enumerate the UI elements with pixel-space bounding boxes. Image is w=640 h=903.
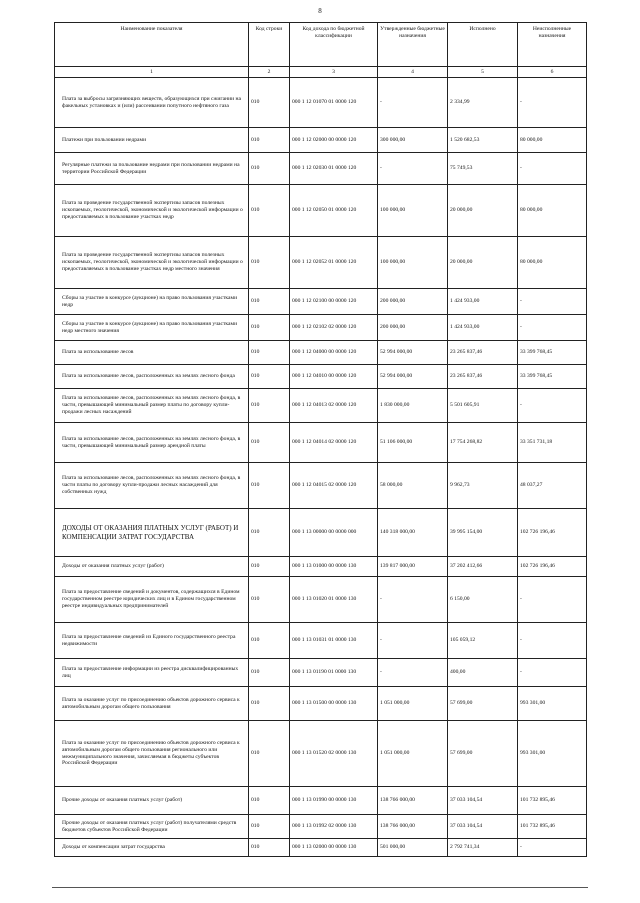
- row-unexecuted: 102 726 196,46: [518, 557, 587, 577]
- row-executed: 20 000,00: [448, 185, 518, 237]
- table-row: [55, 787, 587, 815]
- row-unexecuted: -: [518, 389, 587, 423]
- row-executed: 39 995 154,00: [448, 509, 518, 557]
- row-name: Плата за оказание услуг по присоединению объектов дорожного сервиса к автомобильным дорогам общего пользования регионального или межмуниципального значения, зачисляемая в бюджеты субъектов Российской Федерации: [55, 721, 249, 787]
- row-executed: 6 150,00: [448, 577, 518, 623]
- row-unexecuted: 101 732 895,46: [518, 787, 587, 815]
- row-budget-code: 000 1 12 01070 01 0000 120: [290, 78, 378, 128]
- row-budget-code: 000 1 13 01000 00 0000 130: [290, 557, 378, 577]
- row-budget-code: 000 1 13 00000 00 0000 000: [290, 509, 378, 557]
- row-budget-code: 000 1 13 02000 00 0000 130: [290, 839, 378, 857]
- row-executed: 1 424 933,00: [448, 289, 518, 315]
- row-name: Плата за использование лесов, расположенных на землях лесного фонда, в части, превышающей минимальный размер платы по договору купли-продажи лесных насаждений: [55, 389, 249, 423]
- table-row: [55, 509, 587, 557]
- row-approved: -: [378, 577, 448, 623]
- row-approved: 139 817 000,00: [378, 557, 448, 577]
- row-line-code: 010: [249, 577, 290, 623]
- row-executed: 57 699,00: [448, 721, 518, 787]
- row-approved: -: [378, 78, 448, 128]
- table-row: [55, 687, 587, 721]
- row-name: Сборы за участие в конкурсе (аукционе) на право пользования участками недр местного значения: [55, 315, 249, 341]
- row-executed: 37 033 104,54: [448, 815, 518, 839]
- column-index: 3: [290, 67, 378, 78]
- row-approved: 140 318 000,00: [378, 509, 448, 557]
- row-line-code: 010: [249, 687, 290, 721]
- row-budget-code: 000 1 13 01031 01 0000 130: [290, 623, 378, 659]
- row-executed: 23 265 837,46: [448, 365, 518, 389]
- table-row: [55, 128, 587, 153]
- row-executed: 37 033 104,54: [448, 787, 518, 815]
- row-unexecuted: -: [518, 153, 587, 185]
- row-name: Плата за оказание услуг по присоединению объектов дорожного сервиса к автомобильным дорогам общего пользования: [55, 687, 249, 721]
- row-unexecuted: -: [518, 623, 587, 659]
- row-approved: 138 766 000,00: [378, 787, 448, 815]
- row-unexecuted: 102 726 196,46: [518, 509, 587, 557]
- row-budget-code: 000 1 13 01992 02 0000 130: [290, 815, 378, 839]
- row-unexecuted: 993 301,00: [518, 721, 587, 787]
- row-line-code: 010: [249, 78, 290, 128]
- table-row: [55, 365, 587, 389]
- row-executed: 105 059,12: [448, 623, 518, 659]
- row-budget-code: 000 1 12 02052 01 0000 120: [290, 237, 378, 289]
- row-executed: 9 962,73: [448, 463, 518, 509]
- row-line-code: 010: [249, 315, 290, 341]
- table-row: [55, 659, 587, 687]
- row-line-code: 010: [249, 423, 290, 463]
- table-row: [55, 623, 587, 659]
- row-executed: 2 792 741,34: [448, 839, 518, 857]
- row-approved: 138 766 000,00: [378, 815, 448, 839]
- row-approved: 52 994 000,00: [378, 341, 448, 365]
- row-approved: -: [378, 623, 448, 659]
- row-budget-code: 000 1 12 02030 01 0000 120: [290, 153, 378, 185]
- row-name: Плата за выбросы загрязняющих веществ, образующихся при сжигании на факельных установках и (или) рассеивании попутного нефтяного газа: [55, 78, 249, 128]
- table-row: [55, 153, 587, 185]
- row-unexecuted: 33 351 731,18: [518, 423, 587, 463]
- row-approved: 100 000,00: [378, 237, 448, 289]
- row-approved: 1 830 000,00: [378, 389, 448, 423]
- header-row: [55, 23, 587, 67]
- table-row: [55, 185, 587, 237]
- row-unexecuted: -: [518, 659, 587, 687]
- row-executed: 23 265 837,46: [448, 341, 518, 365]
- table-row: [55, 315, 587, 341]
- row-executed: 1 520 682,53: [448, 128, 518, 153]
- header-name: Наименование показателя: [55, 23, 249, 67]
- row-name: Сборы за участие в конкурсе (аукционе) на право пользования участками недр: [55, 289, 249, 315]
- row-name: Плата за использование лесов, расположенных на землях лесного фонда, в части, превышающей минимальный размер арендной платы: [55, 423, 249, 463]
- row-approved: 501 000,00: [378, 839, 448, 857]
- table-row: [55, 577, 587, 623]
- row-approved: 200 000,00: [378, 315, 448, 341]
- row-line-code: 010: [249, 787, 290, 815]
- table-row: [55, 423, 587, 463]
- row-approved: -: [378, 153, 448, 185]
- row-executed: 5 501 605,91: [448, 389, 518, 423]
- row-unexecuted: 993 301,00: [518, 687, 587, 721]
- row-line-code: 010: [249, 815, 290, 839]
- row-budget-code: 000 1 12 04013 02 0000 120: [290, 389, 378, 423]
- row-budget-code: 000 1 13 01020 01 0000 130: [290, 577, 378, 623]
- row-line-code: 010: [249, 289, 290, 315]
- row-executed: 75 749,53: [448, 153, 518, 185]
- row-name: Доходы от оказания платных услуг (работ): [55, 557, 249, 577]
- row-executed: 37 202 412,66: [448, 557, 518, 577]
- row-budget-code: 000 1 12 04015 02 0000 120: [290, 463, 378, 509]
- table-row: [55, 721, 587, 787]
- row-line-code: 010: [249, 185, 290, 237]
- header-unexecuted: Неисполненные назначения: [518, 23, 587, 67]
- row-line-code: 010: [249, 389, 290, 423]
- row-approved: 1 051 000,00: [378, 721, 448, 787]
- table-row: [55, 389, 587, 423]
- row-name: Плата за проведение государственной экспертизы запасов полезных ископаемых, геологической, экономической и экологической информации о предоставляемых в пользование участках недр: [55, 185, 249, 237]
- row-name: Прочие доходы от оказания платных услуг (работ): [55, 787, 249, 815]
- row-approved: -: [378, 659, 448, 687]
- row-budget-code: 000 1 13 01190 01 0000 130: [290, 659, 378, 687]
- row-line-code: 010: [249, 341, 290, 365]
- page-bottom-rule: [52, 887, 588, 888]
- row-name: Плата за предоставление сведений из Единого государственного реестра недвижимости: [55, 623, 249, 659]
- column-index: 6: [518, 67, 587, 78]
- row-approved: 100 000,00: [378, 185, 448, 237]
- row-unexecuted: -: [518, 839, 587, 857]
- table-row: [55, 557, 587, 577]
- column-index: 2: [249, 67, 290, 78]
- header-budget-code: Код дохода по бюджетной классификации: [290, 23, 378, 67]
- header-line-code: Код строки: [249, 23, 290, 67]
- row-executed: 400,00: [448, 659, 518, 687]
- row-approved: 52 994 000,00: [378, 365, 448, 389]
- row-unexecuted: -: [518, 78, 587, 128]
- row-approved: 1 051 000,00: [378, 687, 448, 721]
- header-approved: Утвержденные бюджетные назначения: [378, 23, 448, 67]
- table-row: [55, 839, 587, 857]
- row-name: Платежи при пользовании недрами: [55, 128, 249, 153]
- row-name: Регулярные платежи за пользование недрами при пользовании недрами на территории Российской Федерации: [55, 153, 249, 185]
- table-row: [55, 463, 587, 509]
- row-unexecuted: 101 732 895,46: [518, 815, 587, 839]
- row-line-code: 010: [249, 623, 290, 659]
- row-line-code: 010: [249, 557, 290, 577]
- row-name: Прочие доходы от оказания платных услуг (работ) получателями средств бюджетов субъектов Российской Федерации: [55, 815, 249, 839]
- row-name: Плата за использование лесов: [55, 341, 249, 365]
- row-budget-code: 000 1 12 02100 00 0000 120: [290, 289, 378, 315]
- row-executed: 2 334,99: [448, 78, 518, 128]
- row-approved: 300 000,00: [378, 128, 448, 153]
- table-row: [55, 815, 587, 839]
- row-unexecuted: 48 037,27: [518, 463, 587, 509]
- row-budget-code: 000 1 12 04010 00 0000 120: [290, 365, 378, 389]
- row-line-code: 010: [249, 509, 290, 557]
- row-line-code: 010: [249, 365, 290, 389]
- row-executed: 1 424 933,00: [448, 315, 518, 341]
- row-unexecuted: -: [518, 289, 587, 315]
- page-number: 8: [318, 7, 322, 15]
- row-unexecuted: -: [518, 315, 587, 341]
- row-name: Плата за предоставление информации из реестра дисквалифицированных лиц: [55, 659, 249, 687]
- row-line-code: 010: [249, 839, 290, 857]
- table-row: [55, 289, 587, 315]
- row-budget-code: 000 1 12 04000 00 0000 120: [290, 341, 378, 365]
- row-unexecuted: 80 000,00: [518, 185, 587, 237]
- row-line-code: 010: [249, 659, 290, 687]
- row-approved: 200 000,00: [378, 289, 448, 315]
- column-index: 5: [448, 67, 518, 78]
- budget-execution-table: [54, 22, 587, 857]
- row-approved: 51 106 000,00: [378, 423, 448, 463]
- row-unexecuted: 80 000,00: [518, 128, 587, 153]
- row-name: ДОХОДЫ ОТ ОКАЗАНИЯ ПЛАТНЫХ УСЛУГ (РАБОТ) И КОМПЕНСАЦИИ ЗАТРАТ ГОСУДАРСТВА: [55, 509, 249, 557]
- row-unexecuted: 80 000,00: [518, 237, 587, 289]
- row-line-code: 010: [249, 237, 290, 289]
- row-unexecuted: 33 399 768,45: [518, 341, 587, 365]
- table-row: [55, 341, 587, 365]
- row-budget-code: 000 1 13 01520 02 0000 130: [290, 721, 378, 787]
- column-index: 4: [378, 67, 448, 78]
- row-budget-code: 000 1 12 04014 02 0000 120: [290, 423, 378, 463]
- row-budget-code: 000 1 13 01990 00 0000 130: [290, 787, 378, 815]
- row-line-code: 010: [249, 721, 290, 787]
- row-executed: 20 000,00: [448, 237, 518, 289]
- row-unexecuted: 33 399 768,45: [518, 365, 587, 389]
- header-executed: Исполнено: [448, 23, 518, 67]
- row-line-code: 010: [249, 153, 290, 185]
- row-executed: 57 699,00: [448, 687, 518, 721]
- row-name: Плата за проведение государственной экспертизы запасов полезных ископаемых, геологической, экономической и экологической информации о предоставляемых в пользование участках недр местного значения: [55, 237, 249, 289]
- row-budget-code: 000 1 12 02000 00 0000 120: [290, 128, 378, 153]
- row-unexecuted: -: [518, 577, 587, 623]
- row-line-code: 010: [249, 128, 290, 153]
- row-line-code: 010: [249, 463, 290, 509]
- row-executed: 17 754 268,82: [448, 423, 518, 463]
- row-budget-code: 000 1 13 01500 00 0000 130: [290, 687, 378, 721]
- column-index-row: [55, 67, 587, 78]
- table-row: [55, 78, 587, 128]
- row-name: Плата за предоставление сведений и документов, содержащихся в Едином государственном реестре юридических лиц и в Едином государственном реестре индивидуальных предпринимателей: [55, 577, 249, 623]
- row-name: Плата за использование лесов, расположенных на землях лесного фонда, в части платы по договору купли-продажи лесных насаждений для собственных нужд: [55, 463, 249, 509]
- row-name: Плата за использование лесов, расположенных на землях лесного фонда: [55, 365, 249, 389]
- row-budget-code: 000 1 12 02102 02 0000 120: [290, 315, 378, 341]
- row-approved: 58 000,00: [378, 463, 448, 509]
- row-name: Доходы от компенсации затрат государства: [55, 839, 249, 857]
- row-budget-code: 000 1 12 02050 01 0000 120: [290, 185, 378, 237]
- table-row: [55, 237, 587, 289]
- column-index: 1: [55, 67, 249, 78]
